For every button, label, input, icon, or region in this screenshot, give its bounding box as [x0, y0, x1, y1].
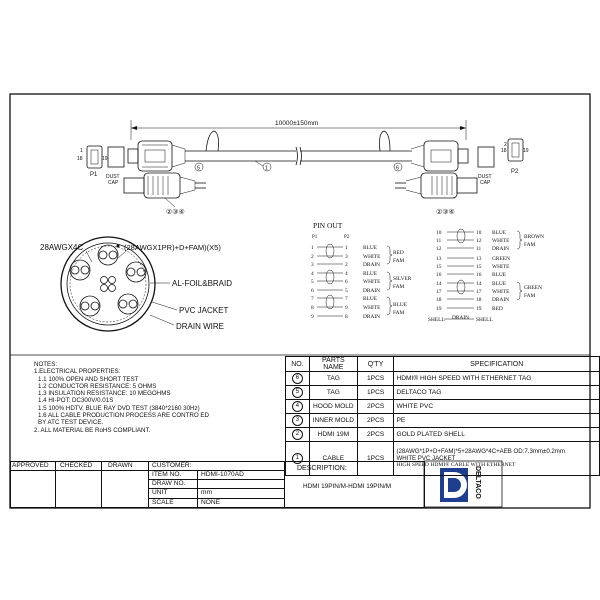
- label-pvc-jacket: PVC JACKET: [179, 306, 229, 315]
- svg-text:GREEN: GREEN: [524, 285, 542, 291]
- unit-label: UNIT: [152, 489, 168, 496]
- svg-text:11: 11: [476, 246, 482, 252]
- cable-spec-line-1: (28AWG*1P+D+FAM)*5+28AWG*4C+AEB OD:7.3mm±0.2mm: [396, 448, 565, 455]
- row-name: TAG: [309, 372, 357, 386]
- row-qty: 1PCS: [357, 386, 394, 400]
- svg-text:WHITE: WHITE: [492, 264, 510, 270]
- p1-label: P1: [90, 172, 98, 178]
- cable-assembly: [77, 120, 529, 216]
- title-block: [10, 461, 425, 508]
- callout-2-3-4-right: ②③④: [436, 209, 455, 216]
- svg-text:17: 17: [436, 289, 442, 295]
- svg-text:4: 4: [345, 271, 348, 277]
- label-drain-wire: DRAIN WIRE: [176, 322, 224, 331]
- svg-text:SHELL: SHELL: [476, 317, 493, 323]
- svg-text:2: 2: [504, 142, 507, 148]
- p1-pin-18: 18: [77, 156, 83, 162]
- svg-text:4: 4: [311, 271, 314, 277]
- shell-row: SHELL: [428, 317, 445, 323]
- svg-text:WHITE: WHITE: [363, 305, 381, 311]
- svg-text:6: 6: [311, 288, 314, 294]
- description-value: HDMI 19PIN/M-HDMI 19PIN/M: [303, 483, 392, 490]
- drawn-label: DRAWN: [108, 462, 133, 469]
- notes-block: [34, 361, 284, 434]
- svg-text:12: 12: [436, 246, 442, 252]
- twisted-pair-4: [80, 296, 100, 316]
- svg-text:1: 1: [265, 165, 269, 172]
- scale-value: NONE: [201, 499, 221, 506]
- svg-text:16: 16: [436, 272, 442, 278]
- svg-text:BLUE: BLUE: [492, 272, 507, 278]
- svg-text:15: 15: [476, 264, 482, 270]
- table-row: [286, 400, 600, 414]
- svg-text:8: 8: [311, 305, 314, 311]
- dust-cap-right: [478, 147, 494, 167]
- label-28awgx4c: 28AWGX4C: [40, 243, 84, 252]
- svg-text:6: 6: [345, 279, 348, 285]
- svg-text:19: 19: [523, 148, 529, 154]
- svg-text:14: 14: [476, 281, 482, 287]
- svg-text:GREEN: GREEN: [492, 256, 510, 262]
- svg-text:WHITE: WHITE: [492, 289, 510, 295]
- svg-text:DRAIN: DRAIN: [363, 314, 381, 320]
- svg-text:BLUE: BLUE: [363, 245, 378, 251]
- svg-text:2: 2: [345, 262, 348, 268]
- draw-no-label: DRAW NO.: [152, 480, 186, 487]
- table-row: [286, 414, 600, 428]
- svg-text:5: 5: [311, 279, 314, 285]
- twisted-pair-5: [70, 260, 90, 280]
- notes-heading: NOTES:: [34, 361, 58, 368]
- svg-text:RED: RED: [393, 250, 404, 256]
- note-line: 2. ALL MATERIAL BE RoHS COMPLIANT.: [34, 426, 151, 434]
- table-header-row: [286, 357, 600, 372]
- svg-text:19: 19: [436, 306, 442, 312]
- svg-text:DRAIN: DRAIN: [492, 246, 510, 252]
- note-line: 1.ELECTRICAL PROPERTIES:: [34, 368, 121, 376]
- svg-text:P1: P1: [312, 235, 318, 240]
- header-parts-name: PARTS NAME: [309, 357, 357, 372]
- svg-text:BLUE: BLUE: [492, 230, 507, 236]
- svg-text:WHITE: WHITE: [492, 238, 510, 244]
- row-no: 1: [292, 453, 303, 464]
- svg-text:DRAIN: DRAIN: [363, 288, 381, 294]
- svg-text:14: 14: [436, 281, 442, 287]
- item-no-label: ITEM NO.: [152, 471, 182, 478]
- parts-spec-table: [285, 356, 600, 476]
- row-no: 2: [292, 429, 303, 440]
- header-specification: SPECIFICATION: [394, 357, 600, 372]
- svg-text:9: 9: [311, 314, 314, 320]
- svg-text:CAP: CAP: [108, 180, 119, 186]
- svg-text:DRAIN: DRAIN: [452, 315, 470, 321]
- svg-text:17: 17: [476, 289, 482, 295]
- svg-text:13: 13: [476, 256, 482, 262]
- row-spec: GOLD PLATED SHELL: [394, 428, 600, 442]
- row-no: 4: [292, 401, 303, 412]
- svg-text:DRAIN: DRAIN: [363, 262, 381, 268]
- row-spec: DELTACO TAG: [394, 386, 600, 400]
- description-label: DESCRIPTION:: [297, 465, 347, 472]
- label-al-foil-braid: AL-FOIL&BRAID: [172, 279, 233, 288]
- length-dimension: 10000±150mm: [275, 120, 319, 127]
- svg-text:6: 6: [396, 165, 400, 172]
- row-name: CABLE: [309, 442, 357, 476]
- header-qty: Q'TY: [357, 357, 394, 372]
- approved-label: APPROVED: [12, 462, 49, 469]
- svg-text:BLUE: BLUE: [492, 281, 507, 287]
- twisted-pair-3: [118, 294, 138, 314]
- note-line: 1.3 INSULATION RESISTANCE: 10 MEGOHMS: [38, 390, 171, 398]
- svg-text:BROWN: BROWN: [524, 234, 545, 240]
- svg-text:FAM: FAM: [524, 242, 536, 248]
- row-qty: 2PCS: [357, 400, 394, 414]
- svg-text:WHITE: WHITE: [363, 254, 381, 260]
- svg-text:3: 3: [311, 262, 314, 268]
- cable-spec-line-3: HIGH SPEED HDMI® CABLE WITH ETHERNET: [396, 462, 516, 468]
- row-qty: 1PCS: [357, 372, 394, 386]
- svg-text:P2: P2: [344, 235, 350, 240]
- item-no-value: HDMI-1070AD: [201, 471, 244, 478]
- svg-text:RED: RED: [492, 306, 503, 312]
- table-row: [286, 372, 600, 386]
- cable-cross-section: [40, 237, 232, 331]
- svg-text:DUST: DUST: [106, 174, 120, 180]
- svg-text:CAP: CAP: [480, 180, 491, 186]
- row-spec: PE: [394, 414, 600, 428]
- p1-pin-1: 1: [80, 148, 83, 154]
- svg-text:DRAIN: DRAIN: [492, 297, 510, 303]
- note-line: 1.2 CONDUCTOR RESISTANCE: 5 OHMS: [38, 382, 157, 390]
- note-line: BY ATC TEST DEVICE.: [38, 419, 104, 427]
- row-name: HOOD MOLD: [309, 400, 357, 414]
- twisted-pair-1: [98, 245, 118, 265]
- svg-text:FAM: FAM: [524, 293, 536, 299]
- svg-text:15: 15: [436, 264, 442, 270]
- svg-text:BLUE: BLUE: [363, 296, 378, 302]
- twisted-pair-2: [126, 262, 146, 282]
- label-pair-spec: (28AWGX1PR)+D+FAM)(X5): [124, 243, 221, 252]
- row-spec: WHITE PVC: [394, 400, 600, 414]
- dust-cap-left: [108, 147, 124, 167]
- svg-text:18: 18: [436, 297, 442, 303]
- svg-text:1: 1: [311, 245, 314, 251]
- svg-text:FAM: FAM: [393, 310, 405, 316]
- svg-text:9: 9: [345, 305, 348, 311]
- svg-text:P2: P2: [511, 169, 519, 175]
- svg-text:12: 12: [476, 238, 482, 244]
- svg-text:SILVER: SILVER: [393, 276, 412, 282]
- note-line: 1.4 HI-POT: DC300V/0.01S: [38, 397, 114, 405]
- pinout-title: PIN OUT: [313, 221, 343, 230]
- row-no: 6: [292, 373, 303, 384]
- logo-text: DELTACO: [474, 466, 481, 499]
- pin-out-diagram: [311, 221, 544, 323]
- svg-text:13: 13: [436, 256, 442, 262]
- row-qty: 2PCS: [357, 428, 394, 442]
- svg-text:19: 19: [476, 306, 482, 312]
- plug-p2-end-view: [508, 139, 523, 161]
- svg-text:16: 16: [476, 272, 482, 278]
- svg-text:1: 1: [345, 245, 348, 251]
- customer-label: CUSTOMER:: [152, 462, 192, 469]
- svg-text:2: 2: [311, 254, 314, 260]
- callout-2-3-4-left: ②③④: [166, 209, 185, 216]
- note-line: 1.5 100% HDTV, BLUE RAY DVD TEST (3840*2160 30Hz): [38, 404, 200, 412]
- header-no: NO.: [286, 357, 310, 372]
- svg-text:DUST: DUST: [478, 174, 492, 180]
- svg-text:11: 11: [436, 238, 442, 244]
- checked-label: CHECKED: [60, 462, 93, 469]
- svg-text:8: 8: [345, 314, 348, 320]
- svg-text:7: 7: [311, 296, 314, 302]
- svg-text:18: 18: [501, 148, 507, 154]
- svg-text:WHITE: WHITE: [363, 279, 381, 285]
- svg-text:7: 7: [345, 296, 348, 302]
- svg-text:BLUE: BLUE: [363, 271, 378, 277]
- svg-text:18: 18: [476, 297, 482, 303]
- p1-pin-19: 19: [102, 156, 108, 162]
- row-spec: HDMI® HIGH SPEED WITH ETHERNET TAG: [394, 372, 600, 386]
- row-name: TAG: [309, 386, 357, 400]
- note-line: 1.6 ALL CABLE PRODUCTION PROCESS ARE CONTRO ED: [38, 412, 210, 420]
- table-row: [286, 386, 600, 400]
- row-qty: 1PCS: [357, 442, 394, 476]
- note-line: 1.1 100% OPEN AND SHORT TEST: [38, 375, 139, 383]
- scale-label: SCALE: [152, 499, 174, 506]
- table-row: [286, 428, 600, 442]
- svg-text:10: 10: [436, 230, 442, 236]
- svg-text:FAM: FAM: [393, 258, 405, 264]
- plug-p1-end-view: [87, 146, 102, 168]
- unit-value: mm: [201, 489, 212, 496]
- row-name: INNER MOLD: [309, 414, 357, 428]
- cable-spec-line-2: WHITE PVC JACKET: [396, 455, 456, 462]
- svg-text:3: 3: [345, 254, 348, 260]
- row-no: 3: [292, 415, 303, 426]
- row-name: HDMI 19M: [309, 428, 357, 442]
- svg-text:FAM: FAM: [393, 284, 405, 290]
- svg-text:5: 5: [345, 288, 348, 294]
- svg-text:10: 10: [476, 230, 482, 236]
- row-qty: 2PCS: [357, 414, 394, 428]
- svg-text:BLUE: BLUE: [393, 302, 408, 308]
- svg-text:5: 5: [197, 165, 201, 172]
- row-no: 5: [292, 387, 303, 398]
